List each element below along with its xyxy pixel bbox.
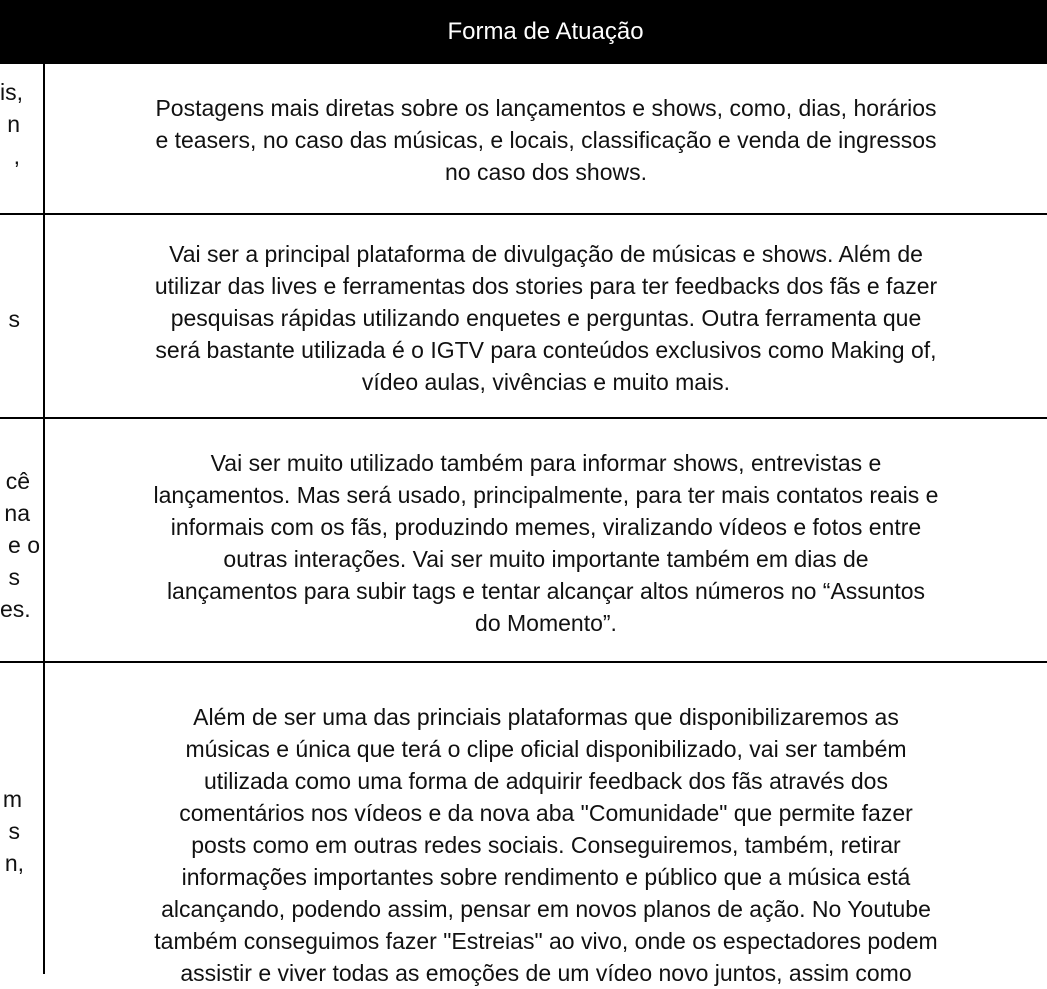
cell-text-line: informações importantes sobre rendimento e público que a música está <box>181 864 911 890</box>
cell-text-line: outras interações. Vai ser muito importante também em dias de <box>223 546 869 572</box>
row-divider <box>0 661 1047 663</box>
cell-text-line: Vai ser muito utilizado também para informar shows, entrevistas e <box>210 450 882 476</box>
table-row <box>45 238 1047 398</box>
cell-text-line: do Momento”. <box>475 610 617 636</box>
clipped-text: s <box>8 306 20 332</box>
cell-text-line: comentários nos vídeos e da nova aba "Comunidade" que permite fazer <box>179 800 913 826</box>
cell-text-line: Além de ser uma das princiais plataformas que disponibilizaremos as <box>193 704 899 730</box>
clipped-text: s <box>8 564 20 590</box>
table-row <box>45 92 1047 188</box>
cell-text-line: também conseguimos fazer "Estreias" ao vivo, onde os espectadores podem <box>154 928 938 954</box>
cell-text-line: lançamentos para subir tags e tentar alcançar altos números no “Assuntos <box>166 578 926 604</box>
clipped-text: na <box>4 500 30 526</box>
cell-text-line: Postagens mais diretas sobre os lançamentos e shows, como, dias, horários <box>155 95 937 121</box>
clipped-text: , <box>13 143 20 169</box>
row-divider <box>0 417 1047 419</box>
column-title-forma-de-atuacao: Forma de Atuação <box>447 18 644 45</box>
clipped-text: n <box>7 111 20 137</box>
row-divider <box>0 213 1047 215</box>
cell-text-line: músicas e única que terá o clipe oficial disponibilizado, vai ser também <box>185 736 907 762</box>
cell-text-line: será bastante utilizada é o IGTV para conteúdos exclusivos como Making of, <box>155 337 937 363</box>
clipped-text: es. <box>0 596 31 622</box>
cell-text-line: utilizar das lives e ferramentas dos stories para ter feedbacks dos fãs e fazer <box>154 273 938 299</box>
clipped-text: e o <box>8 532 40 558</box>
clipped-text: m <box>2 786 22 812</box>
cell-text-line: alcançando, podendo assim, pensar em novos planos de ação. No Youtube <box>161 896 931 922</box>
table-header <box>0 0 1047 64</box>
clipped-text: s <box>8 818 20 844</box>
clipped-text: is, <box>0 79 23 105</box>
cell-text-line: lançamentos. Mas será usado, principalmente, para ter mais contatos reais e <box>153 482 939 508</box>
cell-text-line: utilizada como uma forma de adquirir feedback dos fãs através dos <box>204 768 888 794</box>
cell-text-line: informais com os fãs, produzindo memes, viralizando vídeos e fotos entre <box>170 514 922 540</box>
cell-text-line: posts como em outras redes sociais. Conseguiremos, também, retirar <box>191 832 901 858</box>
cell-text-line: assistir e viver todas as emoções de um vídeo novo juntos, assim como <box>180 960 912 986</box>
cell-text-line: no caso dos shows. <box>444 159 647 185</box>
clipped-text: cê <box>5 468 30 494</box>
table-row <box>45 447 1047 639</box>
cell-text-line: Vai ser a principal plataforma de divulgação de músicas e shows. Além de <box>169 241 923 267</box>
clipped-text: n, <box>4 850 24 876</box>
cell-text-line: pesquisas rápidas utilizando enquetes e perguntas. Outra ferramenta que <box>170 305 922 331</box>
table-row <box>45 701 1047 989</box>
cell-text-line: e teasers, no caso das músicas, e locais, classificação e venda de ingressos <box>155 127 937 153</box>
cell-text-line: vídeo aulas, vivências e muito mais. <box>361 369 731 395</box>
